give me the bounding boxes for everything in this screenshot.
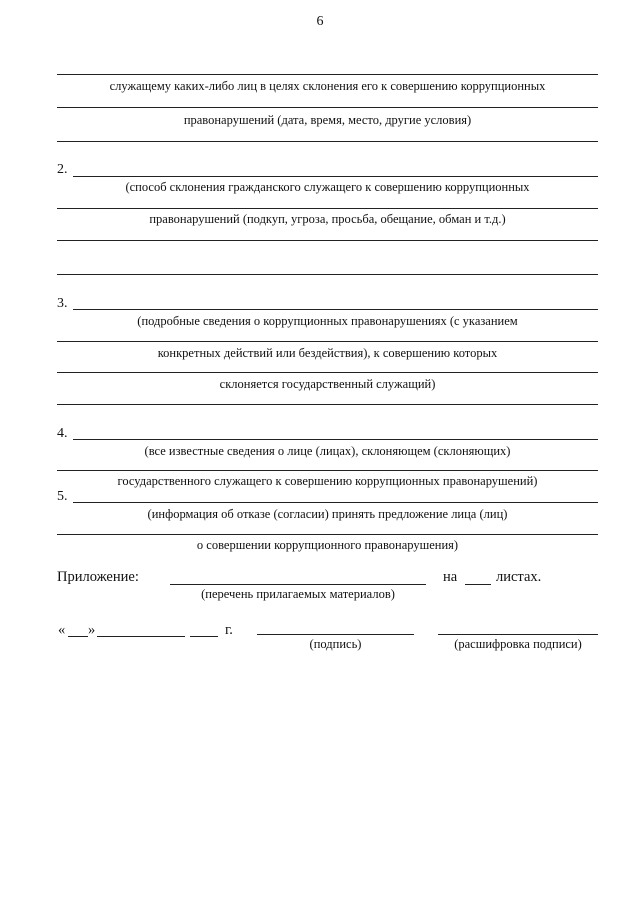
section-5-caption-1: (информация об отказе (согласии) принять предложение лица (лиц) <box>147 507 508 521</box>
fill-line[interactable] <box>57 274 598 275</box>
section-4-number: 4. <box>57 426 68 441</box>
fill-line[interactable] <box>73 176 598 177</box>
fill-line[interactable] <box>57 74 598 75</box>
fill-line[interactable] <box>57 404 598 405</box>
section-2-caption-1: (способ склонения гражданского служащего к совершению коррупционных <box>125 180 530 194</box>
fill-line[interactable] <box>57 240 598 241</box>
fill-line[interactable] <box>57 141 598 142</box>
date-year-suffix: г. <box>225 622 233 638</box>
attachment-on-label: на <box>443 569 458 585</box>
page-number: 6 <box>316 14 324 29</box>
signature-decoding-line[interactable] <box>438 634 598 635</box>
section-1-caption-2: правонарушений (дата, время, место, другие условия) <box>183 113 472 127</box>
date-close-quote: » <box>88 622 96 638</box>
date-open-quote: « <box>58 622 66 638</box>
signature-line[interactable] <box>257 634 414 635</box>
section-4-caption-1: (все известные сведения о лице (лицах), склоняющем (склоняющих) <box>144 444 511 458</box>
section-4-caption-2: государственного служащего к совершению коррупционных правонарушений) <box>117 474 538 488</box>
section-3-caption-2: конкретных действий или бездействия), к совершению которых <box>157 346 498 360</box>
attachment-fill-line[interactable] <box>170 584 426 585</box>
section-1-caption-1: служащему каких-либо лиц в целях склонения его к совершению коррупционных <box>109 79 546 93</box>
fill-line[interactable] <box>57 372 598 373</box>
fill-line[interactable] <box>73 309 598 310</box>
fill-line[interactable] <box>57 341 598 342</box>
fill-line[interactable] <box>57 208 598 209</box>
section-3-caption-1: (подробные сведения о коррупционных правонарушениях (с указанием <box>137 314 518 328</box>
section-3-number: 3. <box>57 296 68 311</box>
fill-line[interactable] <box>57 107 598 108</box>
section-3-caption-3: склоняется государственный служащий) <box>219 377 436 391</box>
fill-line[interactable] <box>57 534 598 535</box>
fill-line[interactable] <box>57 470 598 471</box>
signature-caption: (подпись) <box>309 637 362 651</box>
date-month-line[interactable] <box>97 636 185 637</box>
section-2-caption-2: правонарушений (подкуп, угроза, просьба, обещание, обман и т.д.) <box>149 212 506 226</box>
attachment-label: Приложение: <box>57 569 139 585</box>
sheets-count-line[interactable] <box>465 584 491 585</box>
date-day-line[interactable] <box>68 636 88 637</box>
attachment-sheets-label: листах. <box>496 569 542 585</box>
section-2-number: 2. <box>57 162 68 177</box>
section-5-caption-2: о совершении коррупционного правонарушения) <box>196 538 459 552</box>
section-5-number: 5. <box>57 489 68 504</box>
date-year-line[interactable] <box>190 636 218 637</box>
fill-line[interactable] <box>73 439 598 440</box>
signature-decoding-caption: (расшифровка подписи) <box>454 637 582 651</box>
attachment-caption: (перечень прилагаемых материалов) <box>201 587 395 601</box>
fill-line[interactable] <box>73 502 598 503</box>
